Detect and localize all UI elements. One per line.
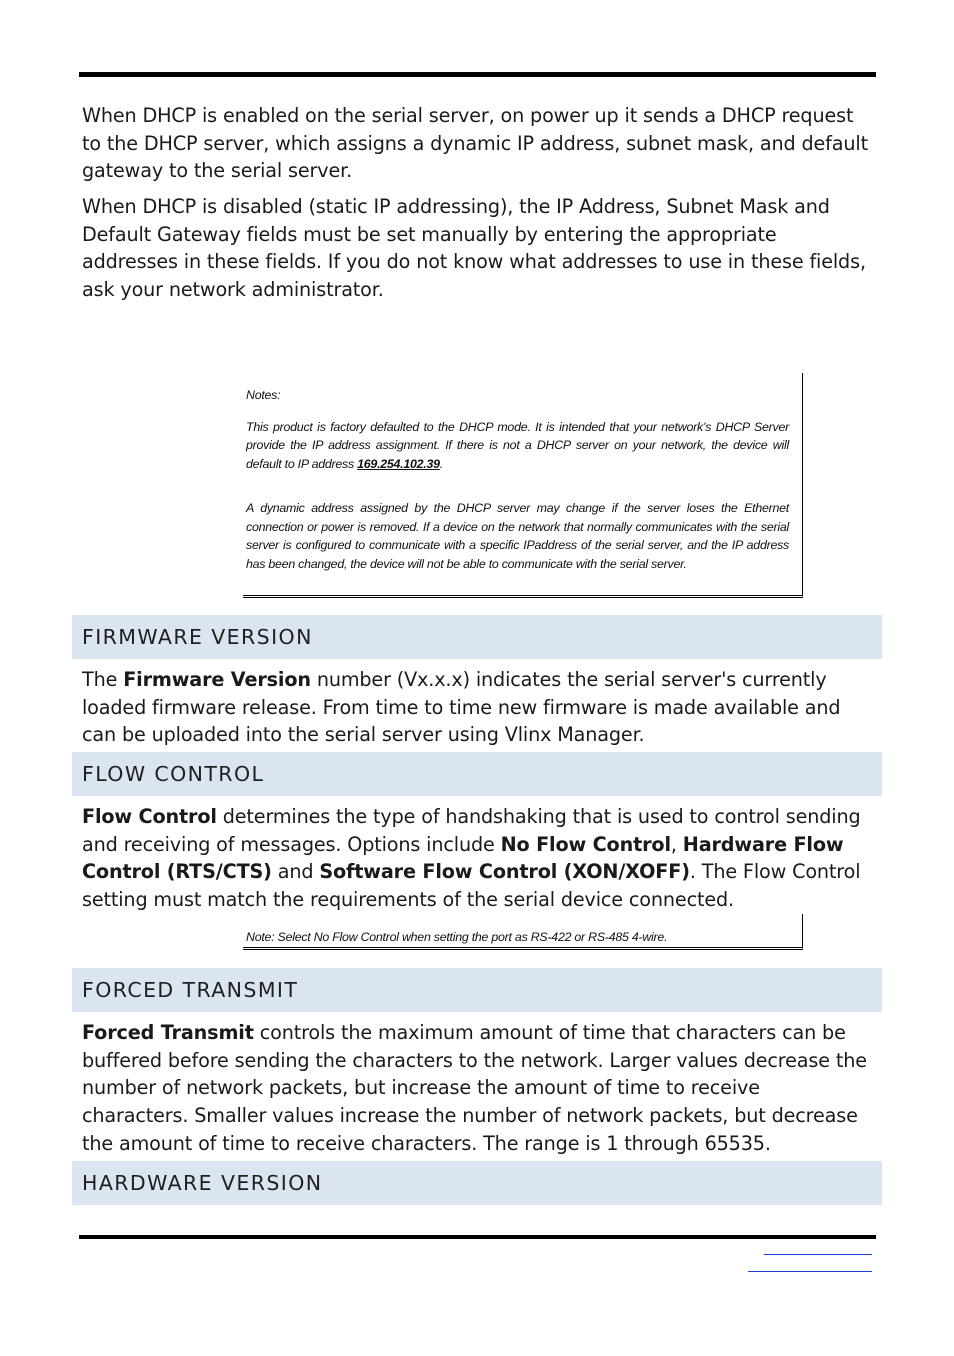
flow-control-heading-text: FLOW CONTROL bbox=[82, 762, 265, 786]
flow-text-3: and bbox=[271, 860, 320, 884]
dhcp-default-note bbox=[243, 418, 802, 474]
dhcp-default-note-period: . bbox=[439, 456, 443, 471]
firmware-term: Firmware Version bbox=[123, 668, 311, 691]
firmware-version-heading bbox=[72, 615, 882, 659]
footer-link-lower[interactable] bbox=[748, 1271, 872, 1272]
dhcp-default-note-text: This product is factory defaulted to the DHCP mode. It is intended that your network’s DHCP Server provide the IP address assignment. If there is not a DHCP server on your network, the device will default to IP address bbox=[246, 419, 789, 471]
forced-transmit-heading-text: FORCED TRANSMIT bbox=[82, 978, 299, 1002]
firmware-text-lead: The bbox=[82, 668, 124, 691]
forced-transmit-term: Forced Transmit bbox=[82, 1021, 254, 1044]
forced-transmit-heading bbox=[72, 968, 882, 1012]
firmware-version-paragraph bbox=[82, 666, 872, 749]
flow-control-heading bbox=[72, 752, 882, 796]
top-rule bbox=[79, 72, 876, 77]
firmware-text-body: number (Vx.x.x) indicates the serial server's currently loaded firmware release. From time to time new firmware is made available and can be uploaded into the serial server using Vlinx Manager. bbox=[82, 668, 841, 747]
hardware-version-heading-text: HARDWARE VERSION bbox=[82, 1171, 323, 1195]
hardware-version-heading bbox=[72, 1161, 882, 1205]
note-spacer bbox=[243, 473, 802, 499]
no-flow-control-term: No Flow Control bbox=[500, 832, 671, 856]
forced-transmit-paragraph bbox=[82, 1019, 872, 1158]
default-ip-address-link[interactable]: 169.254.102.39 bbox=[357, 456, 440, 471]
bottom-rule bbox=[79, 1235, 876, 1239]
flow-control-note-box bbox=[243, 914, 803, 950]
software-flow-control-term: Software Flow Control (XON/XOFF) bbox=[319, 860, 690, 884]
dhcp-notes-box bbox=[243, 373, 803, 598]
flow-control-paragraph bbox=[82, 803, 872, 914]
flow-text-1: determines the type of handshaking that is used to control sending and receiving of messages. Options include bbox=[82, 805, 861, 856]
dhcp-disabled-paragraph: When DHCP is disabled (static IP addressing), the IP Address, Subnet Mask and Default Gateway fields must be set manually by entering the appropriate addresses in these fields. If you do not know what addresses to use in these fields, ask your network administrator. bbox=[82, 195, 866, 302]
footer-link-upper[interactable] bbox=[764, 1254, 872, 1255]
flow-text-2: , bbox=[670, 832, 683, 856]
dhcp-enabled-paragraph: When DHCP is enabled on the serial server, on power up it sends a DHCP request to the DHCP server, which assigns a dynamic IP address, subnet mask, and default gateway to the serial server. bbox=[82, 104, 868, 183]
flow-text-4: . The Flow Control setting must match the requirements of the serial device connected. bbox=[82, 860, 861, 912]
forced-transmit-text: controls the maximum amount of time that characters can be buffered before sending the characters to the network. Larger values decrease the number of network packets, but increase the amount of time to receive characters. Smaller values increase the number of network packets, but decrease the amount of time to receive characters. The range is 1 through 65535. bbox=[82, 1021, 867, 1155]
flow-control-term: Flow Control bbox=[82, 805, 217, 828]
hardware-flow-control-term: Hardware Flow Control (RTS/CTS) bbox=[82, 832, 844, 884]
dynamic-address-note: A dynamic address assigned by the DHCP server may change if the server loses the Ethernet connection or power is removed. If a device on the network that normally communicates with the serial server is configured to communicate with a specific IPaddress of the serial server, and the IP address has been changed, the device will not be able to communicate with the serial server. bbox=[246, 501, 789, 571]
flow-control-note: Note: Select No Flow Control when setting the port as RS-422 or RS-485 4-wire. bbox=[246, 930, 668, 944]
notes-label: Notes: bbox=[246, 388, 281, 402]
firmware-version-heading-text: FIRMWARE VERSION bbox=[82, 625, 313, 649]
